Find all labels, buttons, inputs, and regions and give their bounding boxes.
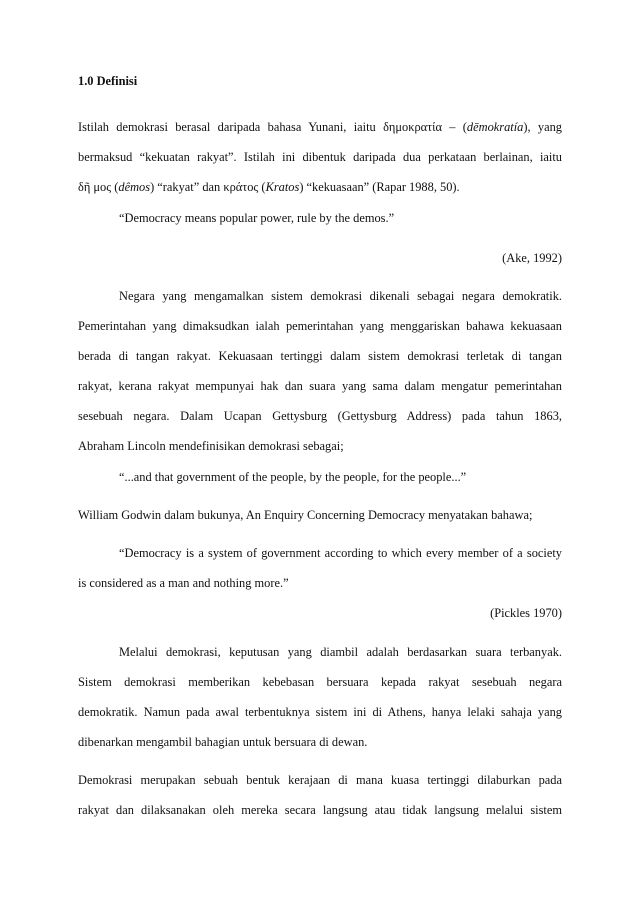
paragraph-5-line-1: Demokrasi merupakan sebuah bentuk kerajaan di mana kuasa tertinggi dilaburkan pada — [78, 773, 562, 787]
p1-line3-text-a: δῆ μος ( — [78, 180, 119, 194]
paragraph-1-line-2: bermaksud “kekuatan rakyat”. Istilah ini dibentuk daripada dua perkataan berlainan, iaitu — [78, 150, 562, 164]
paragraph-2-line-6: Abraham Lincoln mendefinisikan demokrasi sebagai; — [78, 439, 344, 453]
paragraph-4-line-2: Sistem demokrasi memberikan kebebasan bersuara kepada rakyat sesebuah negara — [78, 675, 562, 689]
paragraph-2-line-2: Pemerintahan yang dimaksudkan ialah pemerintahan yang menggariskan bahawa kekuasaan — [78, 319, 562, 333]
p1-line3-text-c: ) “kekuasaan” (Rapar 1988, 50). — [299, 180, 460, 194]
paragraph-1-line-1 — [78, 119, 562, 135]
p1-line3-italic-2: Kratos — [265, 180, 300, 194]
paragraph-4-line-3: demokratik. Namun pada awal terbentuknya sistem ini di Athens, hanya lelaki sahaja yang — [78, 705, 562, 719]
citation-1: (Ake, 1992) — [502, 251, 562, 265]
quote-3-line-1: “Democracy is a system of government according to which every member of a society — [119, 546, 562, 560]
p1-line1-text-b: ), yang — [523, 120, 562, 134]
paragraph-1-line-3 — [78, 179, 562, 195]
section-heading: 1.0 Definisi — [78, 74, 138, 88]
paragraph-2-line-1: Negara yang mengamalkan sistem demokrasi dikenali sebagai negara demokratik. — [119, 289, 562, 303]
paragraph-5-line-2: rakyat dan dilaksanakan oleh mereka secara langsung atau tidak langsung melalui sistem — [78, 803, 562, 817]
paragraph-2-line-4: rakyat, kerana rakyat mempunyai hak dan suara yang sama dalam mengatur pemerintahan — [78, 379, 562, 393]
paragraph-3: William Godwin dalam bukunya, An Enquiry Concerning Democracy menyatakan bahawa; — [78, 508, 533, 522]
quote-2: “...and that government of the people, by the people, for the people...” — [119, 470, 467, 484]
p1-line1-text-a: Istilah demokrasi berasal daripada bahasa Yunani, iaitu δημοκρατία – ( — [78, 120, 467, 134]
citation-2: (Pickles 1970) — [490, 606, 562, 620]
quote-1: “Democracy means popular power, rule by the demos.” — [119, 211, 395, 225]
p1-line3-italic-1: dêmos — [118, 180, 151, 194]
paragraph-2-line-5: sesebuah negara. Dalam Ucapan Gettysburg (Gettysburg Address) pada tahun 1863, — [78, 409, 562, 423]
paragraph-2-line-3: berada di tangan rakyat. Kekuasaan tertinggi dalam sistem demokrasi terletak di tangan — [78, 349, 562, 363]
p1-line1-italic: dēmokratía — [466, 120, 524, 134]
paragraph-4-line-4: dibenarkan mengambil bahagian untuk bersuara di dewan. — [78, 735, 368, 749]
p1-line3-text-b: ) “rakyat” dan κράτος ( — [150, 180, 266, 194]
quote-3-line-2: is considered as a man and nothing more.” — [78, 576, 289, 590]
paragraph-4-line-1: Melalui demokrasi, keputusan yang diambil adalah berdasarkan suara terbanyak. — [119, 645, 562, 659]
